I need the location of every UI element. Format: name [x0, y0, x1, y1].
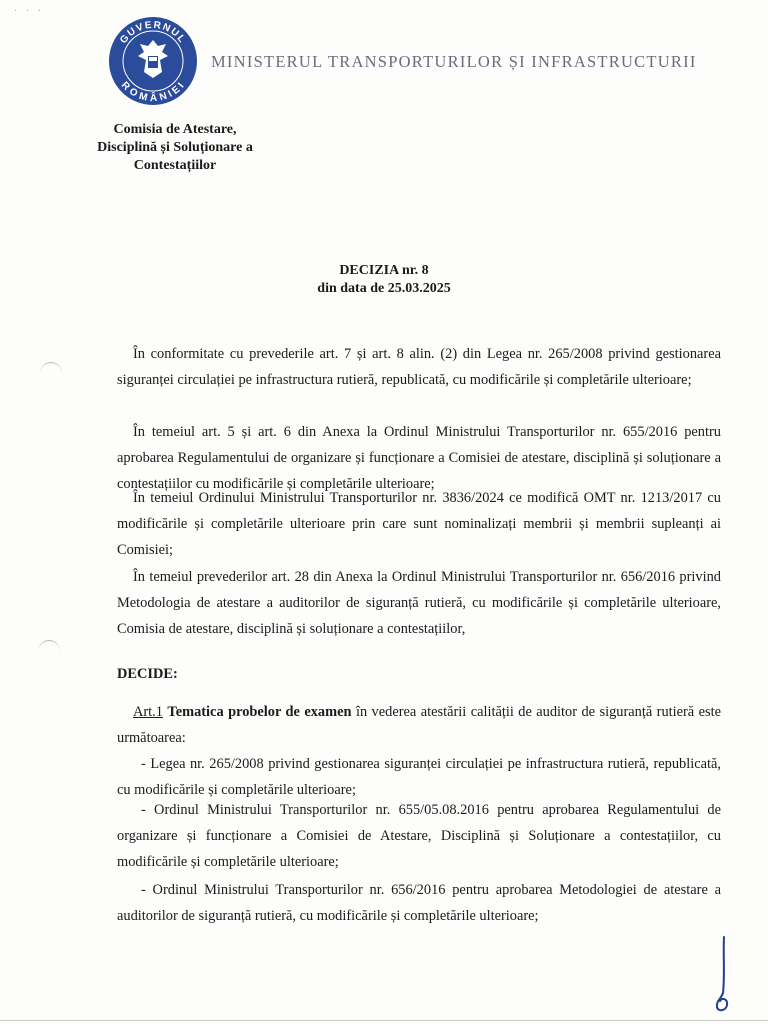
seal-top-text: GUVERNUL [118, 19, 188, 46]
commission-line-1: Comisia de Atestare, [113, 122, 237, 137]
decision-date: din data de 25.03.2025 [317, 281, 451, 296]
list-item: - Legea nr. 265/2008 privind gestionarea siguranței circulației pe infrastructura rutieră, republicată, cu modificările și completările ulterioare; [117, 756, 721, 798]
decision-title: DECIZIA nr. 8 [339, 263, 429, 278]
article-1-label: Art.1 [133, 704, 163, 720]
article-1-subject: Tematica probelor de examen [167, 704, 352, 720]
article-1-intro [117, 699, 721, 751]
preamble-paragraph-3: În temeiul Ordinului Ministrului Transporturilor nr. 3836/2024 ce modifică OMT nr. 1213/2017 cu modificările și completările ulterioare prin care sunt nominalizați membrii și membrii supleanți ai Comisiei; [117, 490, 721, 558]
seal-bottom-text: ROMÂNIEI [118, 79, 188, 105]
government-seal-icon [108, 16, 198, 106]
decide-heading: DECIDE: [117, 666, 178, 682]
ministry-name: MINISTERUL TRANSPORTURILOR ȘI INFRASTRUCTURII [211, 52, 697, 71]
scan-specks: · · · [14, 6, 44, 17]
preamble-paragraph-2: În temeiul art. 5 și art. 6 din Anexa la Ordinul Ministrului Transporturilor nr. 655/2016 pentru aprobarea Regulamentului de organizare și funcționare a Comisiei de atestare, disciplină și soluționare a contestațiilor cu modificările și completările ulterioare; [117, 424, 721, 492]
list-item: - Ordinul Ministrului Transporturilor nr. 655/05.08.2016 pentru aprobarea Regulamentului de organizare și funcționare a Comisiei de Atestare, Disciplină și Soluționare a contestațiilor, cu modificările și completările ulterioare; [117, 802, 721, 870]
page-bottom-edge [0, 1020, 768, 1021]
list-item: - Ordinul Ministrului Transporturilor nr. 656/2016 pentru aprobarea Metodologiei de atestare a auditorilor de siguranță rutieră, cu modificările și completările ulterioare; [117, 882, 721, 924]
commission-name [60, 121, 290, 175]
commission-line-3: Contestațiilor [133, 158, 217, 173]
article-1-text: în vederea atestării calității de auditor de siguranță rutieră este următoarea: [117, 704, 721, 746]
commission-line-2: Disciplină și Soluționare a [97, 140, 253, 155]
signature-mark-icon [708, 935, 738, 1015]
punch-hole-mark [40, 362, 62, 385]
preamble-paragraph-1: În conformitate cu prevederile art. 7 și art. 8 alin. (2) din Legea nr. 265/2008 privind gestionarea siguranței circulației pe infrastructura rutieră, republicată, cu modificările și completările ulterioare; [117, 346, 721, 388]
preamble-paragraph-4: În temeiul prevederilor art. 28 din Anexa la Ordinul Ministrului Transporturilor nr. 656/2016 privind Metodologia de atestare a auditorilor de siguranță rutieră, cu modificările și completările ulterioare, Comisia de atestare, disciplină și soluționare a contestațiilor, [117, 569, 721, 637]
punch-hole-mark [38, 640, 60, 663]
